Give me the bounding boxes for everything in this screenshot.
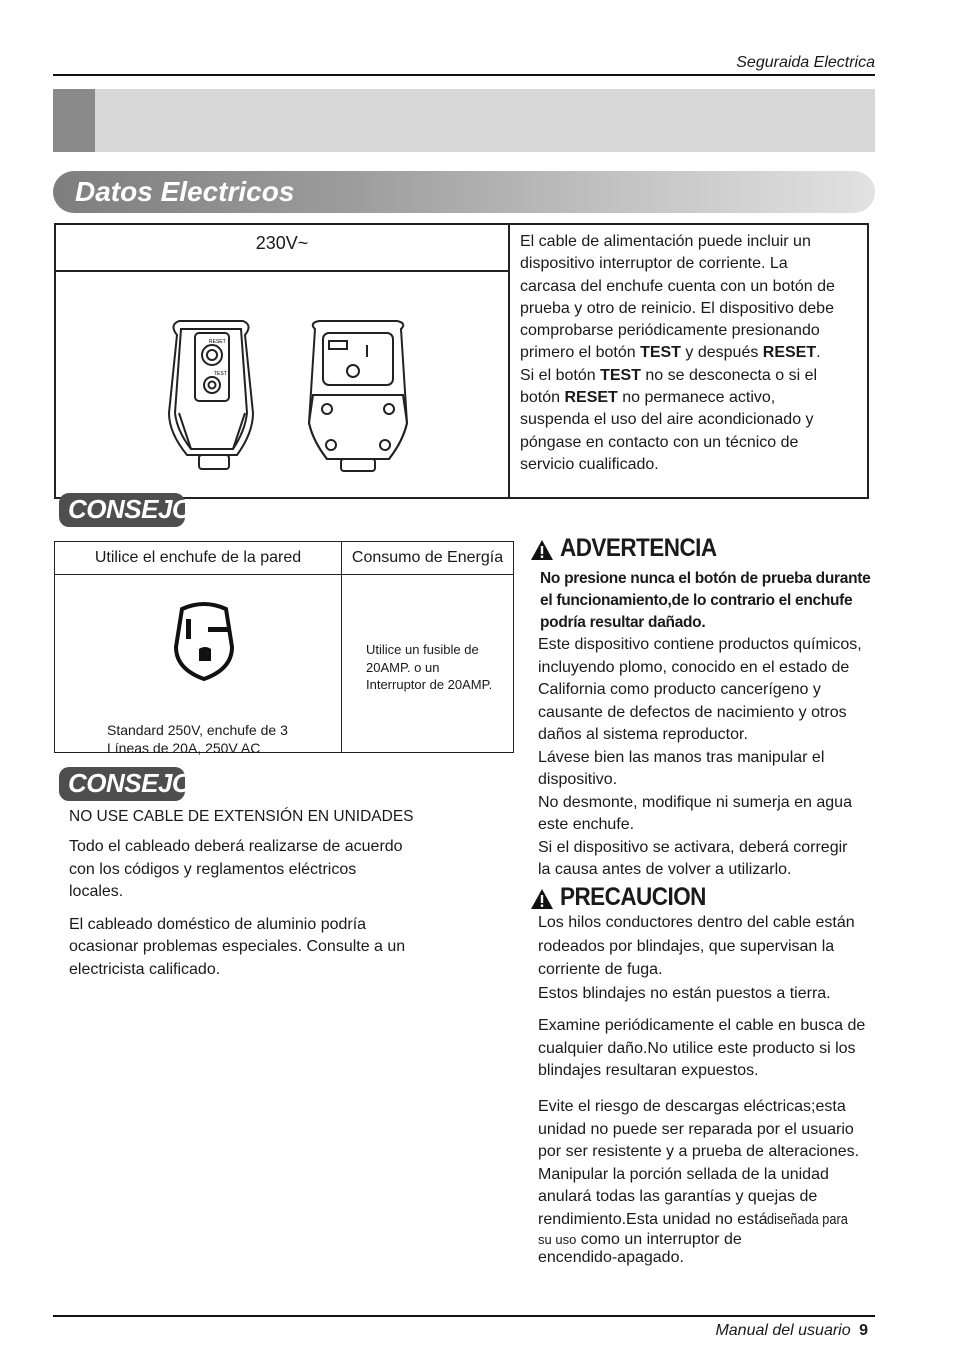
test-label: TEST xyxy=(214,371,227,377)
footer-rule xyxy=(53,1315,875,1317)
power-col-header: Consumo de Energía xyxy=(342,542,514,575)
reset-label: RESET xyxy=(209,339,226,345)
desc-line: suspenda el uso del aire acondicionado y xyxy=(520,411,814,429)
gfci-plug-illustration xyxy=(57,273,507,491)
outlet-caption: Standard 250V, enchufe de 3 Líneas de 20A, 250V AC xyxy=(107,722,288,756)
consejo-label: CONSEJO xyxy=(68,494,192,524)
electrical-data-table xyxy=(54,223,869,499)
consejo-badge-2 xyxy=(59,767,192,801)
consejo-text xyxy=(69,808,489,981)
desc-line: comprobarse periódicamente presionando xyxy=(520,322,820,340)
outlet-col-header: Utilice el enchufe de la pared xyxy=(55,542,342,575)
precaucion-body-2: Examine periódicamente el cable en busca de cualquier daño.No utilice este producto si los blindajes resultaran expuestos. xyxy=(538,1017,866,1079)
desc-line: carcasa del enchufe cuenta con un botón de xyxy=(520,277,835,295)
voltage-label: 230V~ xyxy=(255,233,309,253)
caution-triangle-icon xyxy=(530,888,554,910)
advertencia-bold: No presione nunca el botón de prueba durante el funcionamiento,de lo contrario el enchufe podría resultar dañado. xyxy=(540,570,871,631)
fuse-note: Utilice un fusible de 20AMP. o un Interruptor de 20AMP. xyxy=(366,642,493,692)
plug-illustration-cell xyxy=(55,271,509,498)
precaucion-body-3: Evite el riesgo de descargas eléctricas;esta unidad no puede ser reparada por el usuario por ser resistente y a prueba de alteraciones. Manipular la porción sellada de la unidad anulará todas las garantías y quejas de rendimiento.Esta unidad no estádiseñada para su uso como un interruptor de encendido-apagado. xyxy=(538,1098,860,1266)
warning-triangle-icon xyxy=(530,539,554,561)
desc-line: dispositivo interruptor de corriente. La xyxy=(520,255,788,273)
gfci-description xyxy=(509,224,868,498)
desc-line: póngase en contacto con un técnico de xyxy=(520,433,799,451)
desc-line: El cable de alimentación puede incluir un xyxy=(520,233,811,250)
page-header-label: Seguraida Electrica xyxy=(736,54,875,71)
section-title-bar xyxy=(53,171,875,213)
page-banner xyxy=(53,89,875,152)
banner-accent xyxy=(53,89,95,152)
header-rule xyxy=(53,74,875,76)
voltage-cell xyxy=(55,224,509,271)
desc-line: botón RESET no permanece activo, xyxy=(520,389,776,407)
page-number: 9 xyxy=(859,1322,868,1339)
desc-line: servicio cualificado. xyxy=(520,455,659,473)
wiring-para: Todo el cableado deberá realizarse de acuerdo con los códigos y reglamentos eléctricos locales. xyxy=(69,838,403,900)
extension-warning: NO USE CABLE DE EXTENSIÓN EN UNIDADES xyxy=(69,808,414,825)
outlet-table xyxy=(54,541,514,756)
precaucion-body-1: Los hilos conductores dentro del cable están rodeados por blindajes, que supervisan la corriente de fuga. Estos blindajes no están puestos a tierra. xyxy=(538,914,855,1002)
desc-line: primero el botón TEST y después RESET. xyxy=(520,344,821,362)
aluminum-para: El cableado doméstico de aluminio podría ocasionar problemas especiales. Consulte a un electricista calificado. xyxy=(69,915,406,978)
outlet-cell xyxy=(55,575,342,756)
outlet-icon xyxy=(55,575,339,695)
power-cell xyxy=(342,575,514,753)
desc-line: Si el botón TEST no se desconecta o si el xyxy=(520,366,818,384)
consejo-label: CONSEJO xyxy=(68,768,192,798)
section-title: Datos Electricos xyxy=(75,176,295,207)
page-footer xyxy=(715,1322,868,1340)
manual-label: Manual del usuario xyxy=(715,1322,851,1339)
advertencia-body: Este dispositivo contiene productos químicos, incluyendo plomo, conocido en el estado de California como producto cancerígeno y causante de defectos de nacimiento y otros daños al sistema reproductor. Lávese bien las manos tras manipular el dispositivo. No desmonte, modifique ni sumerja en agua este enchufe. Si el dispositivo se activara, deberá corregir la causa antes de volver a utilizarlo. xyxy=(538,636,862,878)
consejo-badge xyxy=(59,493,192,527)
desc-line: prueba y otro de reinicio. El dispositivo debe xyxy=(520,299,834,317)
